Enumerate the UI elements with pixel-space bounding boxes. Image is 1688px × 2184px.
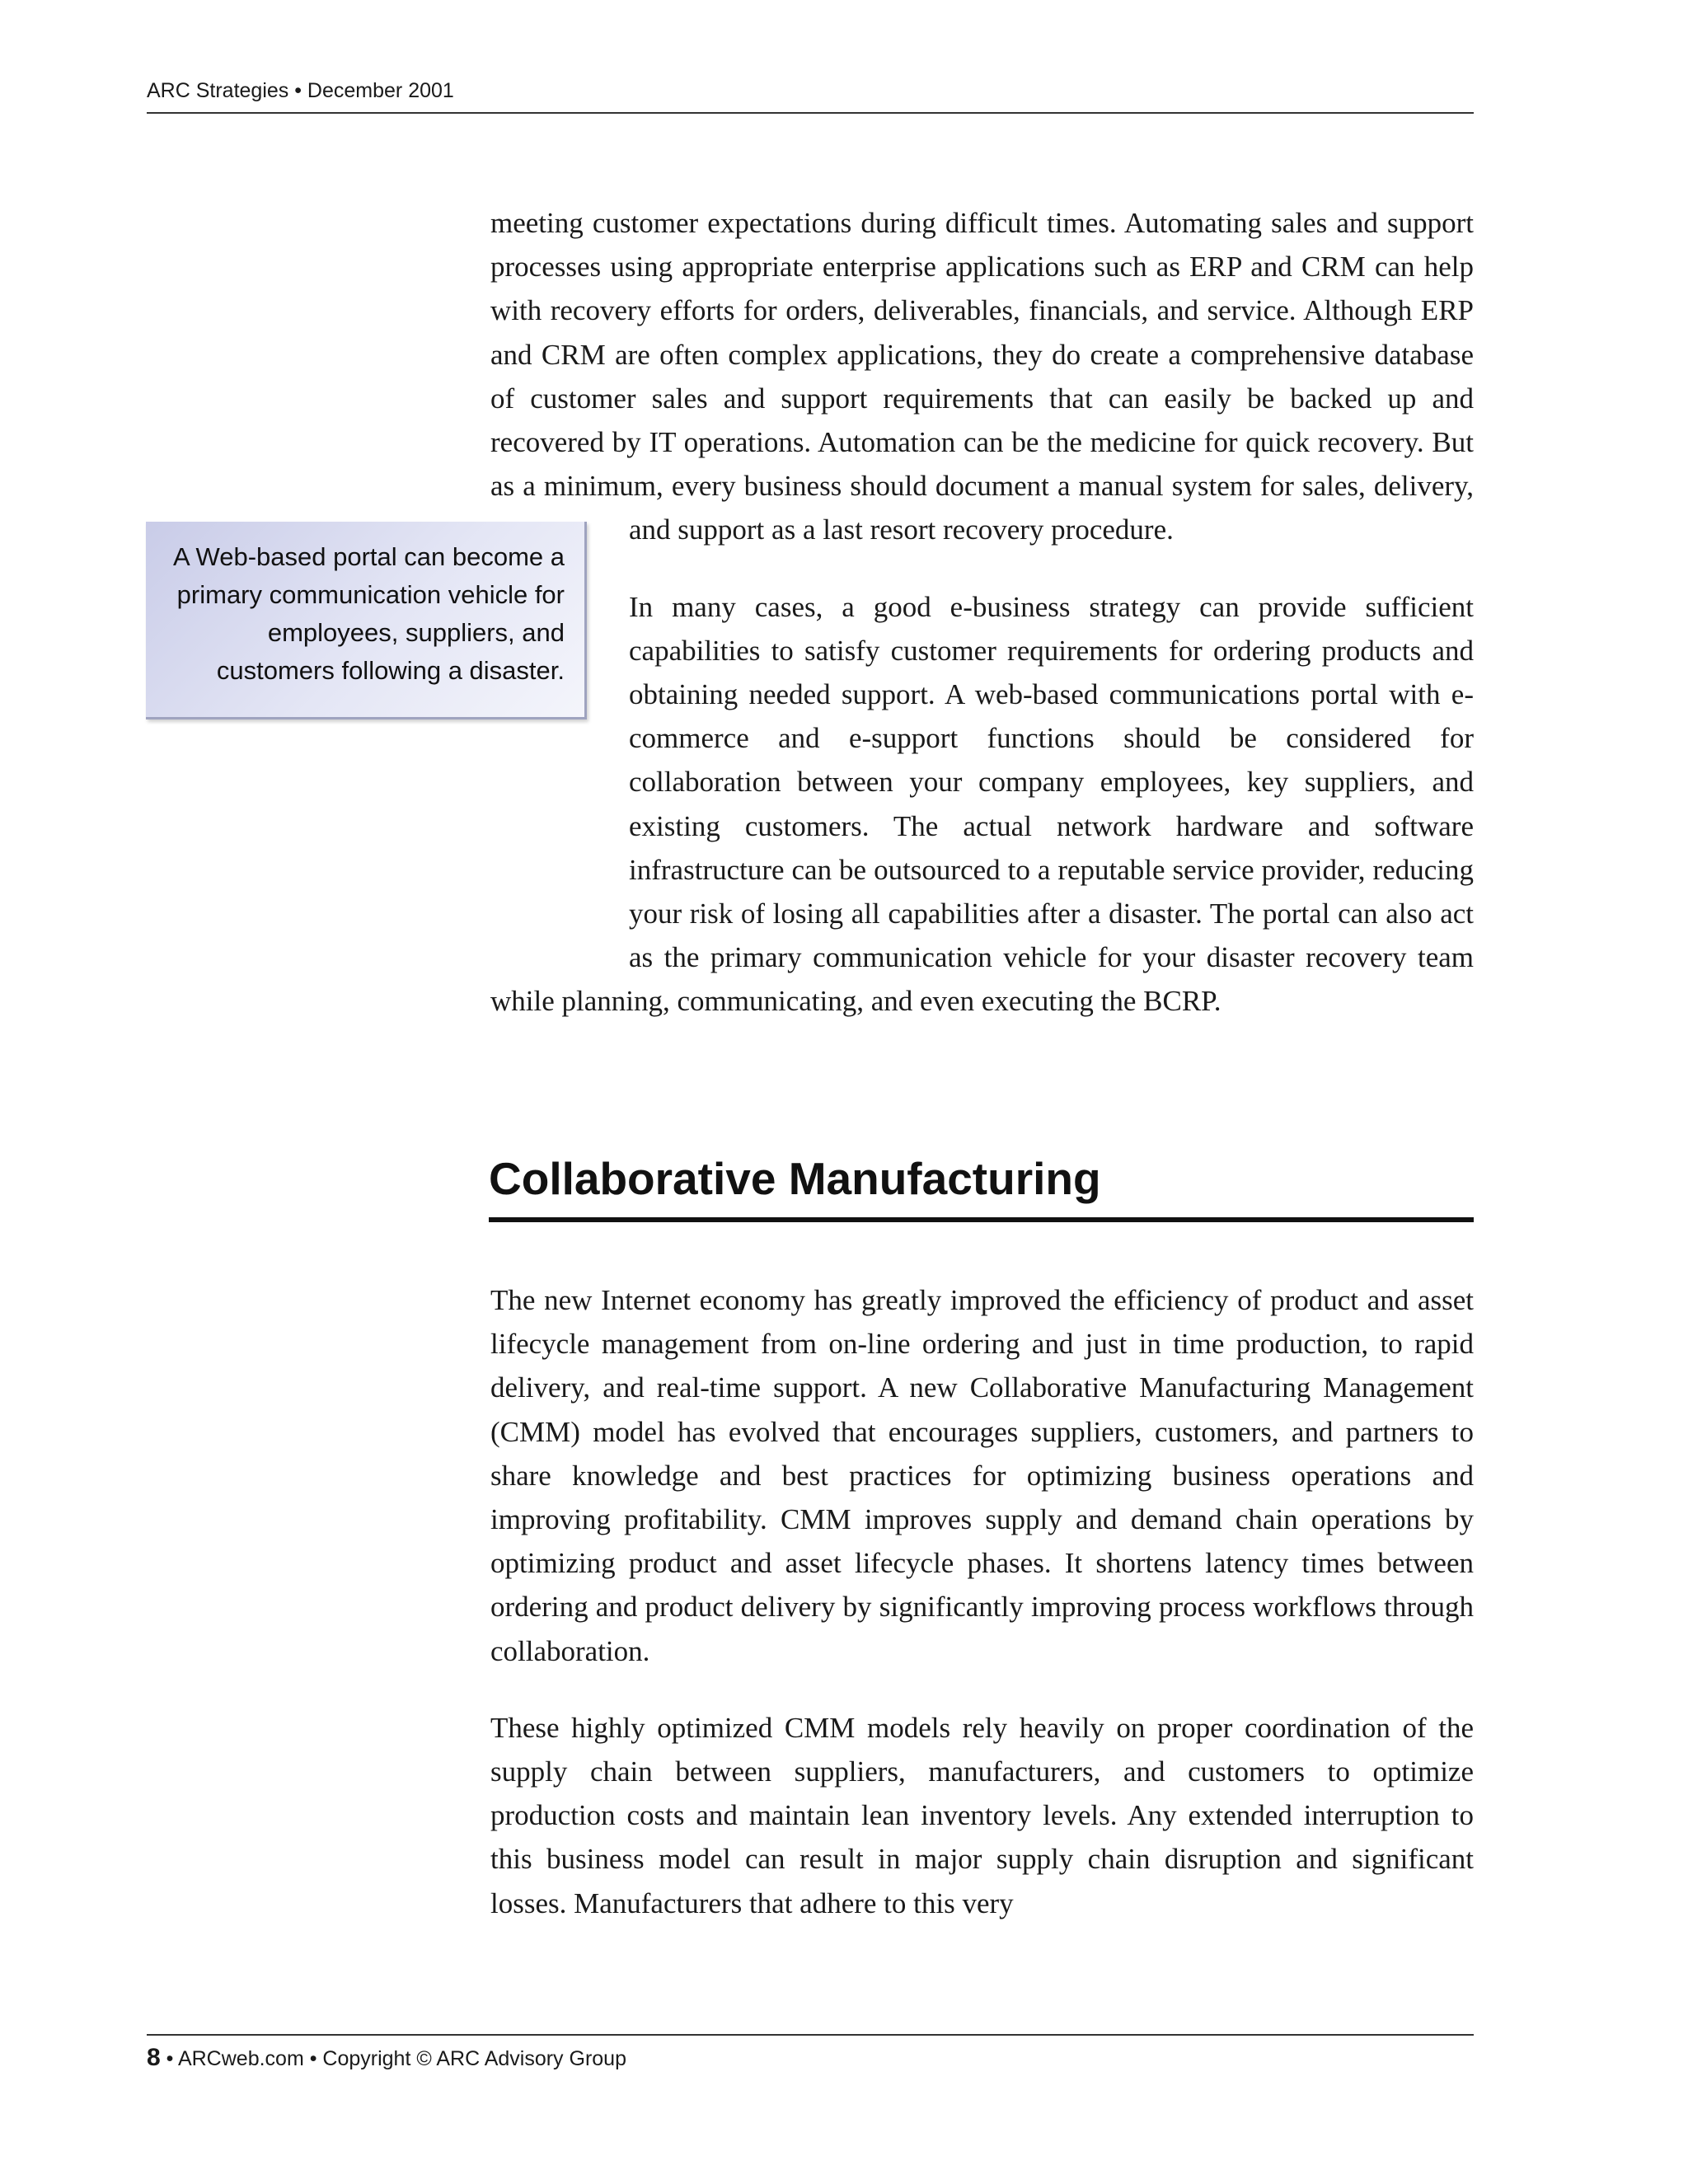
pullquote-box (146, 522, 587, 719)
footer (147, 2044, 626, 2072)
heading-rule (489, 1217, 1474, 1222)
header-rule (147, 112, 1474, 114)
footer-text: • ARCweb.com • Copyright © ARC Advisory Group (160, 2047, 626, 2070)
pullquote-text: A Web-based portal can become a primary communication vehicle for employees, suppliers, and customers following a disaster. (172, 542, 565, 685)
intro-paragraph-2-text: In many cases, a good e-business strategy can provide sufficient capabilities to satisfy customer requirements for ordering products and obtaining needed support. A web-based communications portal with e-commerce and e-support functions should be considered for collaboration between your company employees, key suppliers, and existing customers. The actual network hardware and software infrastructure can be outsourced to a reputable service provider, reducing your risk of losing all capabilities after a disaster. The portal can also act as the primary communication vehicle for your disaster recovery team while planning, communicating, and even executing the BCRP. (490, 590, 1474, 1018)
footer-rule (147, 2034, 1474, 2036)
section-heading: Collaborative Manufacturing (489, 1153, 1101, 1204)
section-paragraph-1: The new Internet economy has greatly improved the efficiency of product and asset lifecycle management from on-line ordering and just in time production, to rapid delivery, and real-time support. A new Collaborative Manufacturing Management (CMM) model has evolved that encourages suppliers, customers, and partners to share knowledge and best practices for optimizing business operations and improving profitability. CMM improves supply and demand chain operations by optimizing product and asset lifecycle phases. It shortens latency times between ordering and product delivery by significantly improving process workflows through collaboration. (490, 1284, 1474, 1667)
page-number: 8 (147, 2044, 161, 2071)
section-body (490, 1278, 1474, 1925)
section-paragraph-2: These highly optimized CMM models rely heavily on proper coordination of the supply chain between suppliers, manufacturers, and customers to optimize production costs and maintain lean inventory levels. Any extended interruption to this business model can result in major supply chain disruption and significant losses. Manufacturers that adhere to this very (490, 1711, 1474, 1919)
intro-paragraph-1-text: meeting customer expectations during difficult times. Automating sales and support processes using appropriate enterprise applications such as ERP and CRM can help with recovery efforts for orders, deliverables, financials, and service. Although ERP and CRM are often complex applications, they do create a comprehensive database of customer sales and support requirements that can easily be backed up and recovered by IT operations. Automation can be the medicine for quick recovery. But as a minimum, every business should document a manual system for sales, delivery, and support as a last resort recovery procedure. (490, 207, 1474, 546)
intro-flow (490, 201, 1474, 1024)
running-header: ARC Strategies • December 2001 (147, 79, 454, 102)
